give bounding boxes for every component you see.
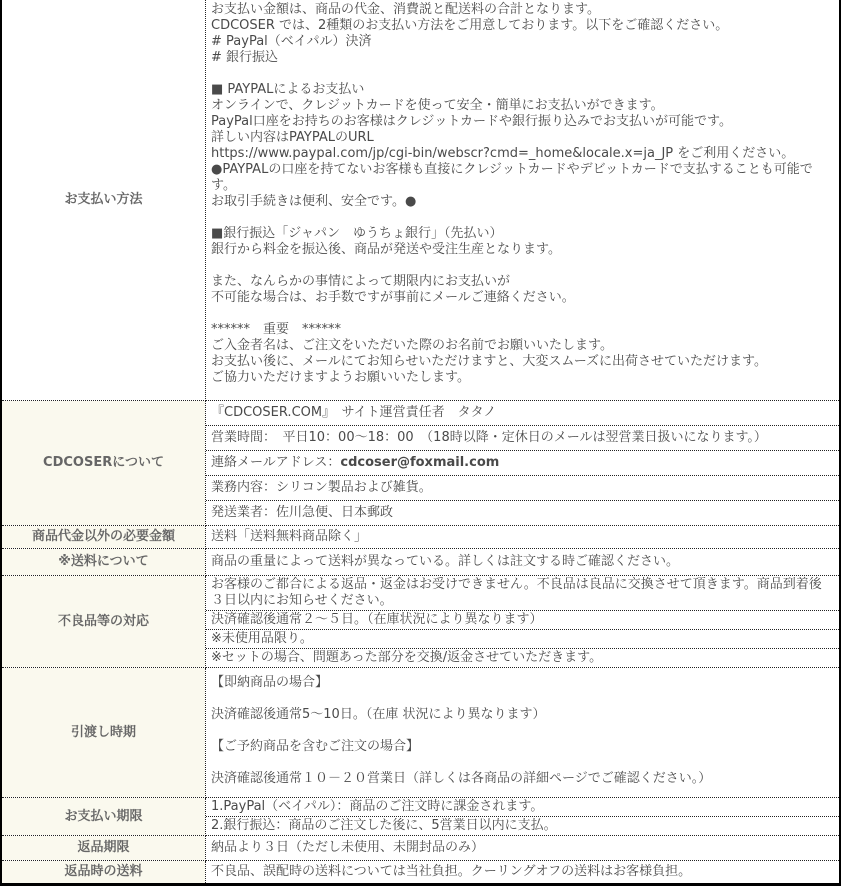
payment-deadline-line: 2.銀行振込：商品のご注文した後に、5営業日以内に支払。 — [211, 818, 557, 833]
text-line: お取引手続きは便利、安全です。● — [211, 194, 417, 209]
blank-line — [211, 210, 834, 226]
about-label: CDCOSERについて — [1, 401, 206, 526]
delivery-time-label: 引渡し時期 — [1, 668, 206, 798]
text-line: CDCOSER では、2種類のお支払い方法をご用意しております。以下をご確認ください。 — [211, 18, 729, 33]
return-shipping-label: 返品時の送料 — [1, 861, 206, 885]
row-delivery-time — [1, 668, 840, 798]
blank-line — [211, 691, 834, 707]
defective-policy-label: 不良品等の対応 — [1, 576, 206, 668]
text-line: # 銀行振込 — [211, 50, 279, 65]
defective-policy-line: ※未使用品限り。 — [206, 630, 839, 649]
paypal-url-line: https://www.paypal.com/jp/cgi-bin/webscr?cmd=_home&locale.x=ja_JP をご利用ください。 — [211, 146, 795, 161]
defective-policy-line: お客様のご都合による返品・返金はお受けできません。不良品は良品に交換させて頂きます。商品到着後３日以内にお知らせください。 — [206, 576, 839, 611]
business-description: 業務内容：シリコン製品および雑貨。 — [206, 476, 839, 501]
business-hours: 営業時間： 平日10：00～18：00 （18時以降・定休日のメールは翌営業日扱いになります。） — [206, 426, 839, 451]
text-line: 決済確認後通常5～10日。（在庫 状況により異なります） — [211, 707, 546, 722]
payment-deadline-line: 1.PayPal（ベイパル）：商品のご注文時に課金されます。 — [206, 798, 839, 817]
row-defective-policy — [1, 576, 840, 668]
blank-line — [211, 66, 834, 82]
text-line: ご入金者名は、ご注文をいただいた際のお名前でお願いいたします。 — [211, 338, 613, 353]
row-shipping-note — [1, 549, 840, 576]
blank-line — [211, 755, 834, 771]
shipping-note-label: ※送料について — [1, 549, 206, 576]
return-deadline-label: 返品期限 — [1, 836, 206, 861]
payment-deadline-content — [206, 798, 841, 836]
bank-transfer-heading: ■銀行振込「ジャパン ゆうちょ銀行」（先払い） — [211, 226, 503, 241]
return-shipping-text: 不良品、誤配時の送料については当社負担。クーリングオフの送料はお客様負担。 — [206, 861, 841, 885]
text-line: PayPal口座をお持ちのお客様はクレジットカードや銀行振り込みでお支払いが可能です。 — [211, 114, 732, 129]
paypal-section-heading: ■ PAYPALによるお支払い — [211, 82, 365, 97]
text-line: お支払い金額は、商品の代金、消費説と配送料の合計となります。 — [211, 2, 600, 17]
contact-email-prefix: 連絡メールアドレス： — [211, 455, 341, 470]
text-line: 不可能な場合は、お手数ですが事前にメールご連絡ください。 — [211, 290, 575, 305]
delivery-time-content — [206, 668, 841, 798]
payment-deadline-label: お支払い期限 — [1, 798, 206, 836]
text-line: ●PAYPALの口座を持てないお客様も直接にクレジットカードやデビットカードで支払することも可能です。 — [211, 162, 813, 193]
important-heading: ****** 重要 ****** — [211, 322, 342, 337]
text-line: 銀行から料金を振込後、商品が発送や受注生産となります。 — [211, 242, 561, 257]
text-line: お支払い後に、メールにてお知らせいただけますと、大変スムーズに出荷させていただけます。 — [211, 354, 768, 369]
text-line: 決済確認後通常１０－２０営業日（詳しくは各商品の詳細ページでご確認ください。） — [211, 771, 712, 786]
site-owner: 『CDCOSER.COM』 サイト運営責任者 タタノ — [206, 401, 839, 426]
text-line: # PayPal（ベイパル）決済 — [211, 34, 372, 49]
payment-method-content — [206, 0, 841, 401]
row-payment-method — [1, 0, 840, 401]
row-return-deadline — [1, 836, 840, 861]
text-line: ご協力いただけますようお願いいたします。 — [211, 370, 470, 385]
extra-fees-text: 送料「送料無料商品除く」 — [206, 526, 841, 549]
delivery-case-heading: 【即納商品の場合】 — [211, 675, 329, 690]
contact-email: cdcoser@foxmail.com — [340, 455, 500, 470]
row-return-shipping — [1, 861, 840, 885]
extra-fees-label: 商品代金以外の必要金額 — [1, 526, 206, 549]
shipping-carriers: 発送業者：佐川急便、日本郵政 — [211, 505, 394, 520]
contact-email-row — [206, 451, 839, 476]
preorder-case-heading: 【ご予約商品を含むご注文の場合】 — [211, 739, 420, 754]
defective-policy-content — [206, 576, 841, 668]
shipping-note-text: 商品の重量によって送料が異なっている。詳しくは註文する時ご確認ください。 — [206, 549, 841, 576]
text-line: また、なんらかの事情によって期限内にお支払いが — [211, 274, 511, 289]
about-content — [206, 401, 841, 526]
payment-method-label: お支払い方法 — [1, 0, 206, 401]
text-line: 詳しい内容はPAYPALのURL — [211, 130, 374, 145]
defective-policy-line: 決済確認後通常２～５日。（在庫状況により異なります） — [206, 611, 839, 630]
row-payment-deadline — [1, 798, 840, 836]
row-about — [1, 401, 840, 526]
blank-line — [211, 723, 834, 739]
blank-line — [211, 306, 834, 322]
row-extra-fees — [1, 526, 840, 549]
text-line: オンラインで、クレジットカードを使って安全・簡単にお支払いができます。 — [211, 98, 664, 113]
blank-line — [211, 258, 834, 274]
defective-policy-line: ※セットの場合、問題あった部分を交換/返金させていただきます。 — [211, 650, 603, 665]
return-deadline-text: 納品より３日（ただし未使用、未開封品のみ） — [206, 836, 841, 861]
